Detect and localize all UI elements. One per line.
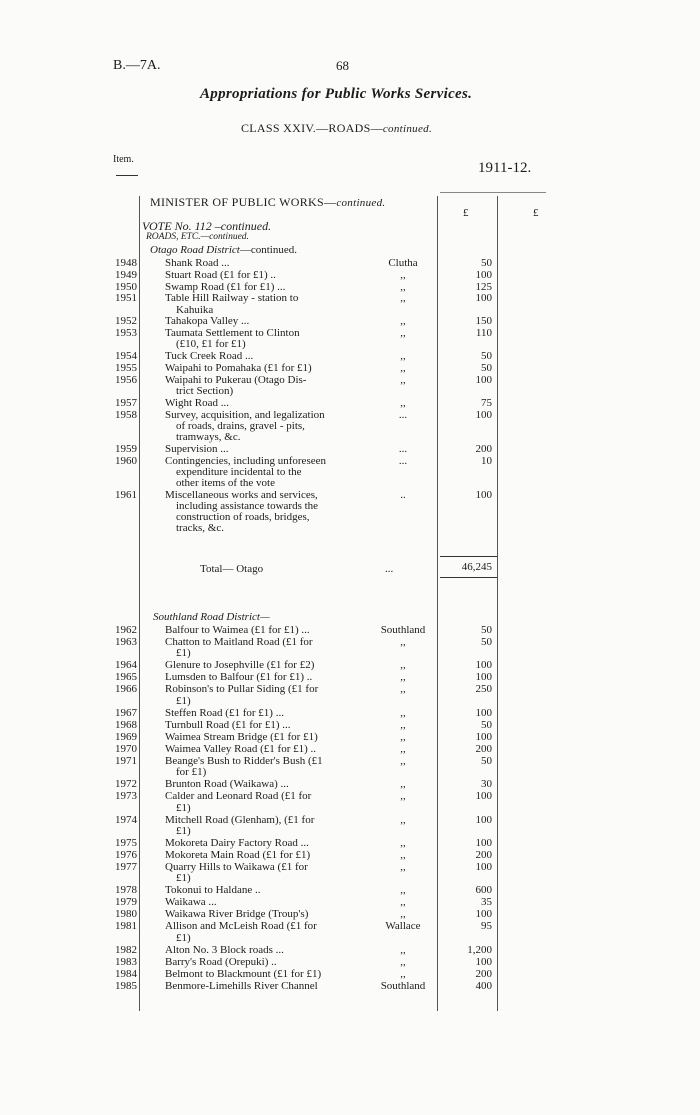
table-row-continuation [0,522,700,535]
item-district: .. [400,488,406,501]
item-number: 1970 [115,742,137,755]
item-description-continued: tramways, &c. [176,431,241,443]
item-district: ,, [400,955,406,968]
item-number: 1955 [115,362,137,374]
item-number: 1960 [115,454,137,467]
vote-heading: VOTE No. 112 –continued. [142,219,272,233]
item-description-continued: trict Section) [176,385,234,397]
item-description: Turnbull Road (£1 for £1) ... [165,718,291,731]
item-description: Lumsden to Balfour (£1 for £1) .. [165,671,313,684]
item-description-continued: £1) [176,931,191,944]
district-otago-name: Otago Road District [150,244,240,256]
item-description-continued: £1) [176,872,191,885]
item-district: ,, [400,896,406,909]
item-district: ... [398,442,408,455]
item-number: 1979 [115,896,137,909]
minister-heading [150,195,385,210]
item-amount: 100 [475,908,492,921]
item-number: 1975 [115,837,137,849]
item-district: ,, [400,778,406,791]
document-id: B.—7A. [113,58,161,73]
item-description: Supervision ... [165,442,229,455]
item-description: Alton No. 3 Block roads ... [165,943,284,956]
item-number: 1966 [115,683,137,696]
item-description: Belmont to Blackmount (£1 for £1) [165,967,322,980]
item-district: ,, [400,943,406,956]
item-amount: 600 [475,884,492,897]
item-amount: 95 [481,920,492,933]
item-description: Glenure to Josephville (£1 for £2) [165,659,315,672]
item-description-continued: £1) [176,801,191,814]
item-district: ... [398,454,408,467]
item-district: ,, [400,849,406,861]
item-number: 1983 [115,955,137,968]
item-description: Shank Road ... [165,257,230,269]
item-description-continued: expenditure incidental to the [176,465,302,478]
item-number: 1951 [115,292,137,305]
total-rule-bottom [440,577,497,578]
item-description: Mokoreta Dairy Factory Road ... [165,837,309,849]
item-amount: 125 [475,280,492,293]
item-amount: 100 [475,292,492,305]
item-district: ,, [400,396,406,409]
item-district: ,, [400,350,406,363]
year-header-rule [440,192,546,193]
item-amount: 100 [475,488,492,501]
item-description: Survey, acquisition, and legalization [165,408,325,421]
item-amount: 100 [475,813,492,826]
item-description: Mitchell Road (Glenham), (£1 for [165,813,315,826]
item-district: ,, [400,373,406,386]
item-amount: 50 [481,624,492,636]
item-description: Taumata Settlement to Clinton [165,327,300,340]
item-number: 1967 [115,706,137,719]
item-description: Barry's Road (Orepuki) .. [165,955,277,968]
item-number: 1961 [115,488,137,501]
item-district: ,, [400,362,406,374]
item-district: ,, [400,718,406,731]
item-amount: 100 [475,837,492,849]
item-amount: 50 [481,257,492,269]
item-amount: 100 [475,659,492,672]
item-number: 1950 [115,280,137,293]
item-description: Allison and McLeish Road (£1 for [165,920,317,933]
item-number: 1981 [115,920,137,933]
item-number: 1958 [115,408,137,421]
item-number: 1965 [115,671,137,684]
item-description: Table Hill Railway - station to [165,292,299,305]
item-description: Waimea Valley Road (£1 for £1) .. [165,742,317,755]
item-amount: 1,200 [467,943,492,956]
item-description: Tahakopa Valley ... [165,315,250,328]
item-district: ,, [400,967,406,980]
item-description-continued: tracks, &c. [176,522,224,535]
item-amount: 200 [475,967,492,980]
item-amount: 75 [481,396,492,409]
class-title [241,121,432,136]
item-description: Waipahi to Pukerau (Otago Dis- [165,373,307,386]
item-description: Waikawa ... [165,896,217,909]
item-number: 1978 [115,884,137,897]
item-number: 1953 [115,327,137,340]
item-district: ,, [400,754,406,767]
item-description: Robinson's to Pullar Siding (£1 for [165,683,319,696]
item-description: Quarry Hills to Waikawa (£1 for [165,861,308,873]
minister-suffix: continued. [336,197,386,209]
item-district: ,, [400,884,406,897]
item-amount: 200 [475,849,492,861]
total-otago-amount: 46,245 [461,561,492,573]
year-column-header: 1911-12. [478,160,532,176]
item-district: Wallace [385,920,421,933]
item-number: 1977 [115,861,137,873]
class-title-text: CLASS XXIV.—ROADS— [241,121,383,135]
item-description-continued: including assistance towards the [176,500,319,512]
item-description: Calder and Leonard Road (£1 for [165,790,312,803]
item-description-continued: for £1) [176,766,207,779]
item-description: Mokoreta Main Road (£1 for £1) [165,849,311,861]
item-amount: 10 [481,454,492,467]
item-district: ,, [400,671,406,684]
item-number: 1974 [115,813,137,826]
item-amount: 30 [481,778,492,791]
item-amount: 100 [475,373,492,386]
total-otago-label: Total— Otago [200,563,264,575]
item-number: 1959 [115,442,137,455]
item-description: Miscellaneous works and services, [165,488,318,501]
item-amount: 50 [481,718,492,731]
item-amount: 100 [475,671,492,684]
item-number: 1963 [115,636,137,648]
item-description: Wight Road ... [165,396,230,409]
item-amount: 50 [481,636,492,648]
item-number: 1973 [115,790,137,803]
item-description-continued: other items of the vote [176,477,275,489]
item-district: ,, [400,908,406,921]
item-amount: 50 [481,362,492,374]
item-district: ,, [400,280,406,293]
item-amount: 110 [475,327,492,340]
item-number: 1980 [115,908,137,921]
total-rule-top [440,556,497,557]
item-number: 1948 [115,257,137,269]
item-number: 1949 [115,268,137,281]
item-district: ,, [400,837,406,849]
item-number: 1985 [115,979,137,992]
page-title: Appropriations for Public Works Services. [200,86,473,102]
item-amount: 50 [481,350,492,363]
item-header-rule [116,175,138,176]
district-heading-southland: Southland Road District— [153,611,270,623]
item-district: ,, [400,742,406,755]
item-number: 1962 [115,624,137,636]
item-description-continued: of roads, drains, gravel - pits, [176,419,305,432]
item-description: Contingencies, including unforeseen [165,454,326,467]
item-district: ,, [400,659,406,672]
item-number: 1972 [115,778,137,791]
item-description-continued: (£10, £1 for £1) [176,338,246,351]
item-description: Brunton Road (Waikawa) ... [165,778,289,791]
item-amount: 100 [475,730,492,743]
item-amount: 35 [481,896,492,909]
item-description-continued: £1) [176,647,191,660]
item-description: Chatton to Maitland Road (£1 for [165,636,313,648]
item-amount: 200 [475,442,492,455]
item-description-continued: £1) [176,825,191,837]
item-amount: 100 [475,955,492,968]
item-description: Stuart Road (£1 for £1) .. [165,268,276,281]
item-description: Beange's Bush to Ridder's Bush (£1 [165,754,323,767]
item-description: Tuck Creek Road ... [165,350,254,363]
item-number: 1968 [115,718,137,731]
district-heading-otago [150,244,297,256]
item-district: ,, [400,315,406,328]
item-amount: 100 [475,861,492,873]
district-otago-rest: —continued. [239,244,297,256]
item-description: Benmore-Limehills River Channel [165,979,318,992]
item-number: 1957 [115,396,137,409]
class-title-suffix: continued. [382,123,433,135]
item-number: 1952 [115,315,137,328]
item-district: ,, [400,861,406,873]
item-number: 1964 [115,659,137,672]
item-amount: 50 [481,754,492,767]
item-amount: 100 [475,268,492,281]
item-description-continued: Kahuika [176,303,214,316]
item-district: Southland [380,624,426,636]
item-district: ,, [400,790,406,803]
item-amount: 150 [475,315,492,328]
item-column-header: Item. [113,154,134,165]
item-amount: 400 [475,979,492,992]
table-row [0,980,700,993]
item-district: ... [398,408,408,421]
item-description-continued: £1) [176,694,191,707]
item-description: Waikawa River Bridge (Troup's) [165,908,309,921]
item-number: 1971 [115,754,137,767]
item-description: Swamp Road (£1 for £1) ... [165,280,286,293]
item-description: Steffen Road (£1 for £1) ... [165,706,284,719]
total-otago-leader: ... [385,563,394,575]
item-description-continued: construction of roads, bridges, [176,511,310,524]
item-number: 1976 [115,849,137,861]
item-amount: 100 [475,706,492,719]
item-number: 1969 [115,730,137,743]
item-district: Clutha [388,257,418,269]
minister-text: MINISTER OF PUBLIC WORKS— [150,195,337,209]
item-description: Waimea Stream Bridge (£1 for £1) [165,730,318,743]
item-district: ,, [400,327,406,340]
item-district: ,, [400,268,406,281]
item-number: 1982 [115,943,137,956]
item-amount: 200 [475,742,492,755]
item-district: ,, [400,636,406,648]
item-district: ,, [400,730,406,743]
item-description: Waipahi to Pomahaka (£1 for £1) [165,362,312,374]
item-district: ,, [400,292,406,305]
item-amount: 100 [475,408,492,421]
page-number: 68 [336,58,349,73]
currency-header-1: £ [463,207,469,219]
roads-heading: ROADS, ETC.—continued. [146,232,249,242]
item-number: 1984 [115,967,137,980]
item-district: ,, [400,706,406,719]
item-amount: 100 [475,790,492,803]
item-description: Tokonui to Haldane .. [165,884,261,897]
item-number: 1956 [115,373,137,386]
item-district: ,, [400,813,406,826]
item-number: 1954 [115,350,137,363]
item-description: Balfour to Waimea (£1 for £1) ... [165,624,310,636]
currency-header-2: £ [533,207,539,219]
item-amount: 250 [475,683,492,696]
item-district: Southland [380,979,426,992]
item-district: ,, [400,683,406,696]
